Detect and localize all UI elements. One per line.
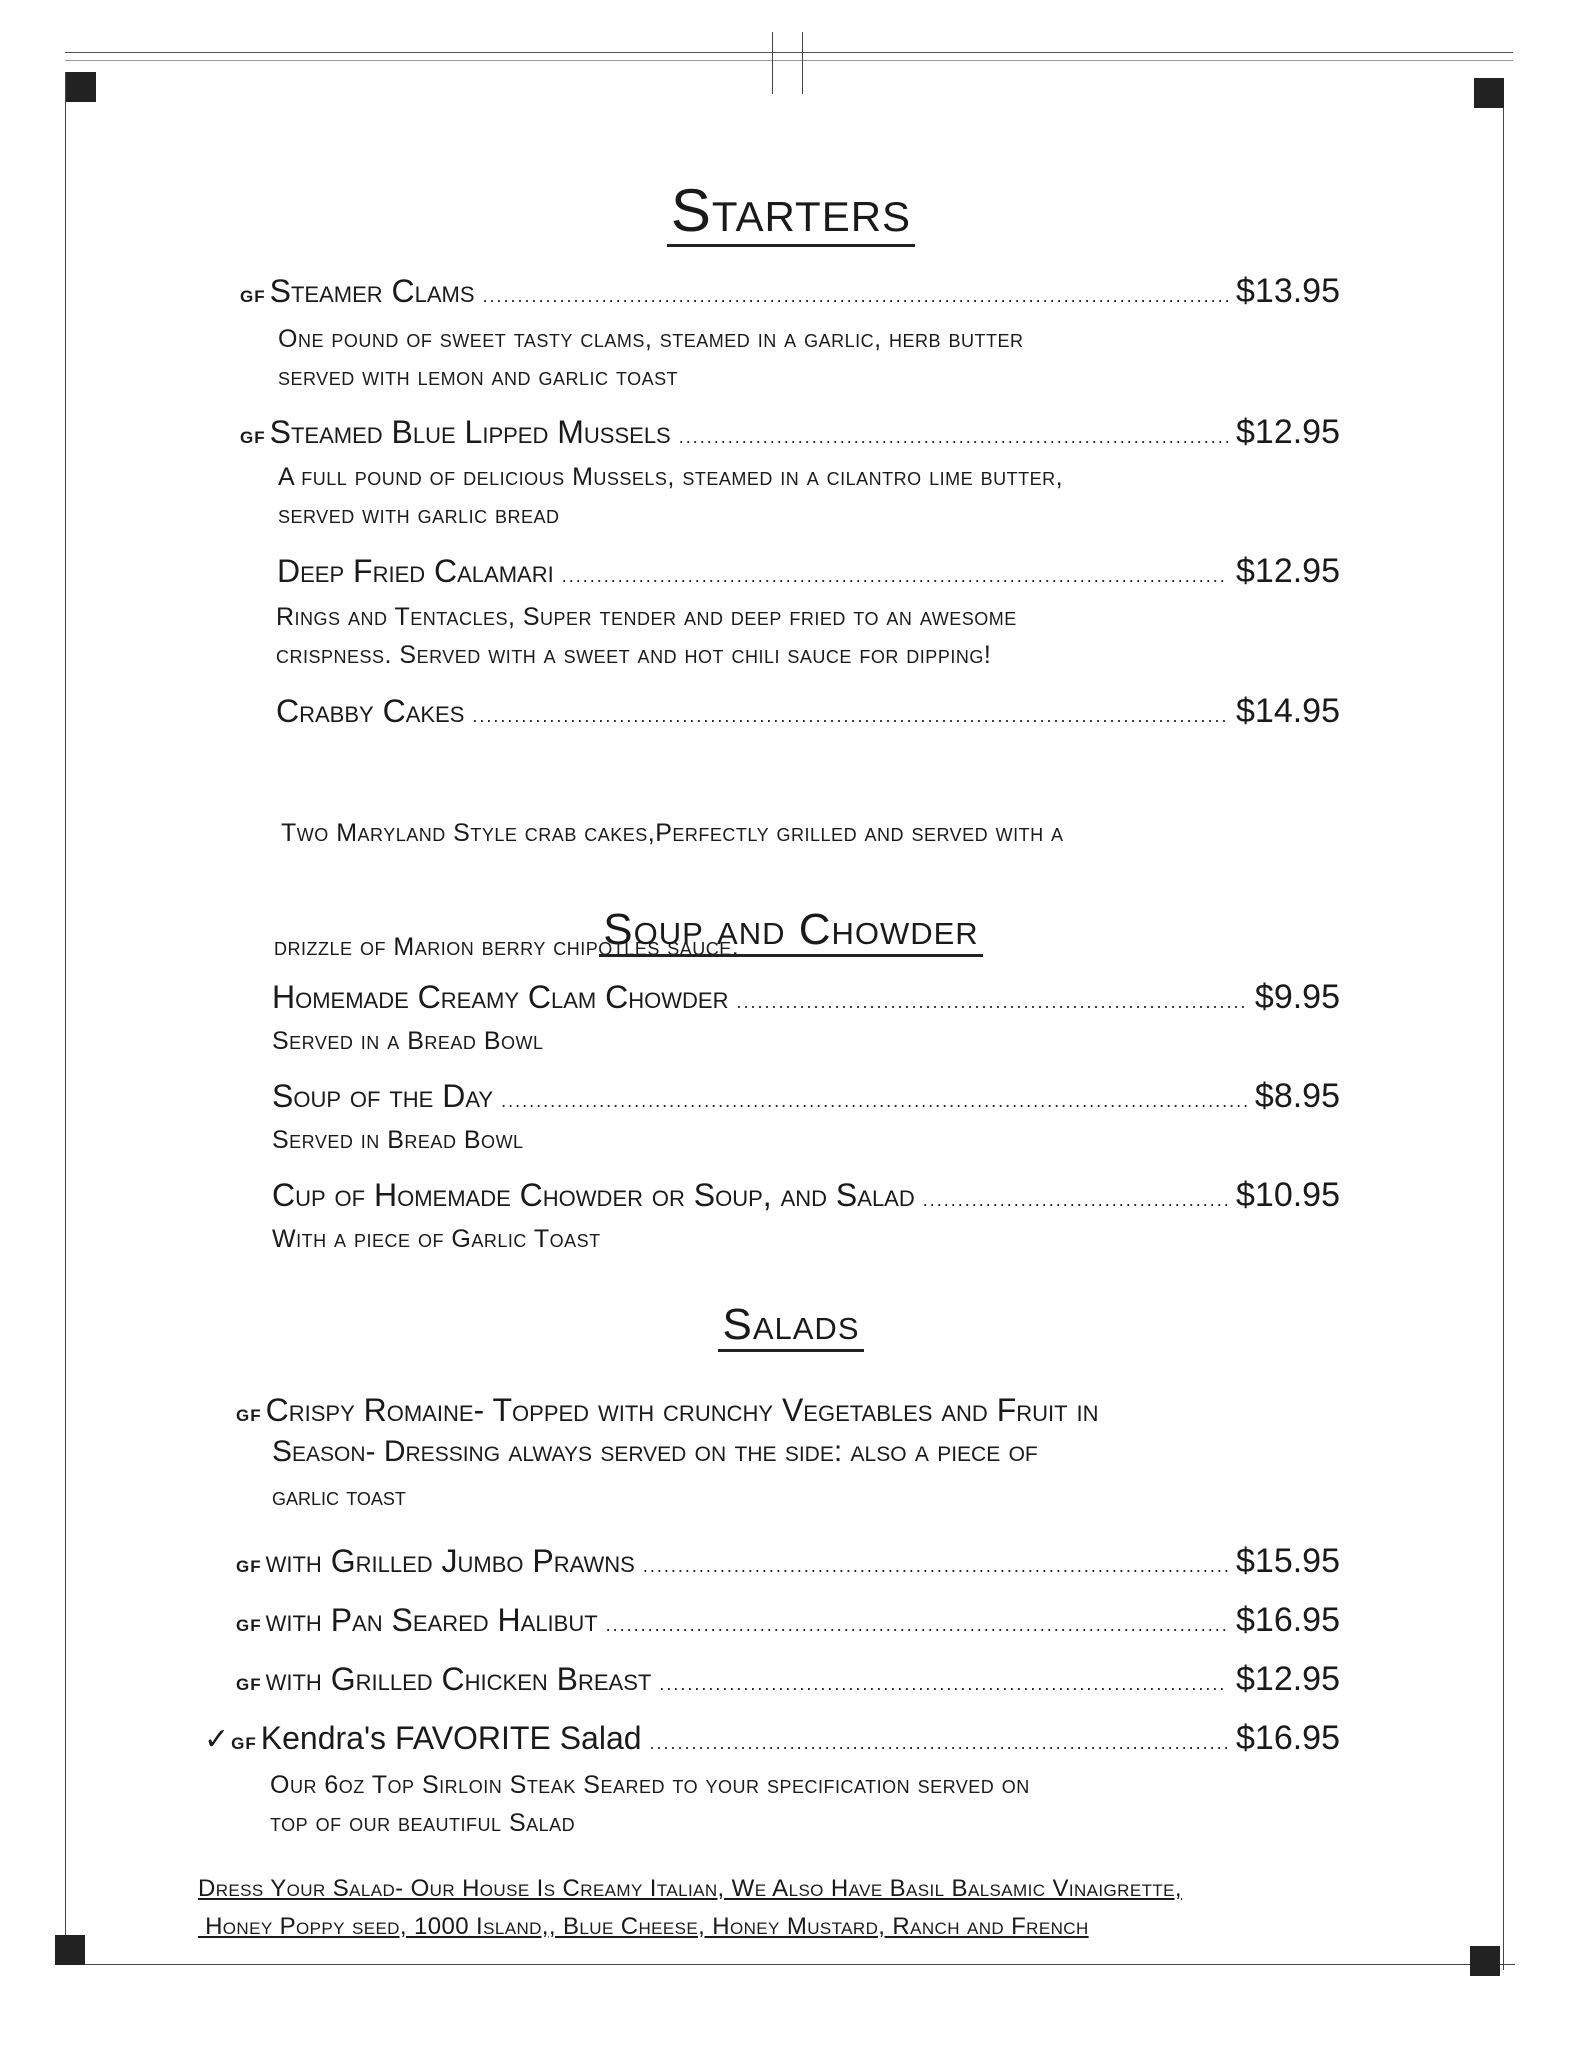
menu-item-pan-seared-halibut: [236, 1601, 1340, 1640]
item-price: $9.95: [1254, 978, 1340, 1016]
item-description: One pound of sweet tasty clams, steamed in a garlic, herb butter served with lemon and garlic toast: [278, 325, 1024, 391]
item-name: Steamer Clams: [269, 273, 475, 309]
leader-dots: [483, 286, 1228, 307]
gluten-free-tag: GF: [236, 1675, 262, 1694]
item-name: Homemade Creamy Clam Chowder: [272, 979, 729, 1015]
leader-dots: [643, 1556, 1228, 1577]
leader-dots: [659, 1674, 1228, 1695]
menu-item-chowder-and-salad: [272, 1176, 1340, 1215]
item-price: $16.95: [1236, 1719, 1340, 1757]
menu-item-crabby-cakes: [276, 692, 1340, 731]
gluten-free-tag: GF: [236, 1406, 262, 1425]
item-price: $13.95: [1236, 272, 1340, 310]
leader-dots: [923, 1190, 1228, 1211]
item-description: Served in a Bread Bowl: [272, 1027, 544, 1055]
item-price: $12.95: [1236, 413, 1340, 451]
gluten-free-tag: GF: [231, 1734, 257, 1753]
menu-item-steamer-clams: [240, 272, 1340, 311]
item-description: Our 6oz Top Sirloin Steak Seared to your specification served on top of our beautiful Salad: [270, 1771, 1030, 1837]
soup-chowder-heading: Soup and Chowder: [0, 905, 1582, 955]
gluten-free-tag: GF: [236, 1557, 262, 1576]
top-rule-secondary: [65, 60, 1513, 61]
center-tick-left: [772, 32, 773, 94]
item-name: Deep Fried Calamari: [277, 553, 554, 589]
menu-item-grilled-chicken: [236, 1660, 1340, 1699]
frame-right: [1503, 90, 1504, 1970]
salad-intro-line: Season- Dressing always served on the side: also a piece of: [272, 1435, 1038, 1468]
menu-item-jumbo-prawns: [236, 1542, 1340, 1581]
corner-bottom-right: [1470, 1946, 1500, 1976]
salads-heading: Salads: [0, 1300, 1582, 1350]
frame-left: [65, 72, 66, 1962]
leader-dots: [679, 427, 1228, 448]
item-name: Crabby Cakes: [276, 693, 465, 729]
item-price: $12.95: [1236, 1660, 1340, 1698]
gluten-free-tag: GF: [240, 287, 266, 306]
menu-item-mussels: [240, 413, 1340, 452]
item-name: Soup of the Day: [272, 1078, 494, 1114]
menu-item-clam-chowder: [272, 978, 1340, 1017]
corner-top-left: [66, 72, 96, 102]
salad-intro-line: Crispy Romaine- Topped with crunchy Vegetables and Fruit in: [265, 1392, 1099, 1428]
leader-dots: [736, 992, 1246, 1013]
leader-dots: [562, 566, 1228, 587]
leader-dots: [472, 706, 1228, 727]
item-description: Two Maryland Style crab cakes,Perfectly grilled and served with a drizzle of Marion berry chipotles sauce.: [274, 819, 1064, 961]
item-price: $16.95: [1236, 1601, 1340, 1639]
center-tick-right: [802, 32, 803, 94]
corner-top-right: [1474, 78, 1504, 108]
item-description: Served in Bread Bowl: [272, 1126, 524, 1154]
leader-dots: [606, 1615, 1228, 1636]
item-price: $8.95: [1254, 1077, 1340, 1115]
item-price: $12.95: [1236, 552, 1340, 590]
leader-dots: [650, 1733, 1228, 1754]
menu-item-calamari: [277, 552, 1340, 591]
dressing-note: [198, 1870, 1448, 1946]
top-rule: [65, 52, 1513, 53]
item-name: with Grilled Jumbo Prawns: [265, 1543, 635, 1579]
dressing-note-line: Honey Poppy seed, 1000 Island,, Blue Cheese, Honey Mustard, Ranch and French: [198, 1913, 1089, 1940]
item-description: A full pound of delicious Mussels, steamed in a cilantro lime butter, served with garlic bread: [278, 463, 1064, 529]
item-name: Steamed Blue Lipped Mussels: [269, 414, 671, 450]
checkmark-icon: ✓: [204, 1723, 230, 1756]
leader-dots: [501, 1091, 1247, 1112]
item-name: with Pan Seared Halibut: [265, 1602, 598, 1638]
dressing-note-line: Dress Your Salad- Our House Is Creamy Italian, We Also Have Basil Balsamic Vinaigrette,: [198, 1875, 1182, 1902]
gluten-free-tag: GF: [236, 1616, 262, 1635]
item-description: Rings and Tentacles, Super tender and deep fried to an awesome crispness. Served with a sweet and hot chili sauce for dipping!: [276, 603, 1017, 669]
menu-item-soup-of-the-day: [272, 1077, 1340, 1116]
salad-intro-line: garlic toast: [272, 1481, 406, 1511]
gluten-free-tag: GF: [240, 428, 266, 447]
item-name: Kendra's FAVORITE Salad: [260, 1720, 642, 1756]
item-price: $15.95: [1236, 1542, 1340, 1580]
item-description: With a piece of Garlic Toast: [272, 1225, 601, 1253]
starters-heading: Starters: [0, 176, 1582, 245]
item-name: Cup of Homemade Chowder or Soup, and Salad: [272, 1177, 915, 1213]
item-price: $14.95: [1236, 692, 1340, 730]
menu-item-kendras-favorite: [204, 1719, 1340, 1758]
item-price: $10.95: [1236, 1176, 1340, 1214]
corner-bottom-left: [55, 1935, 85, 1965]
item-name: with Grilled Chicken Breast: [265, 1661, 652, 1697]
salad-intro: [236, 1392, 1386, 1517]
frame-bottom: [60, 1964, 1515, 1965]
